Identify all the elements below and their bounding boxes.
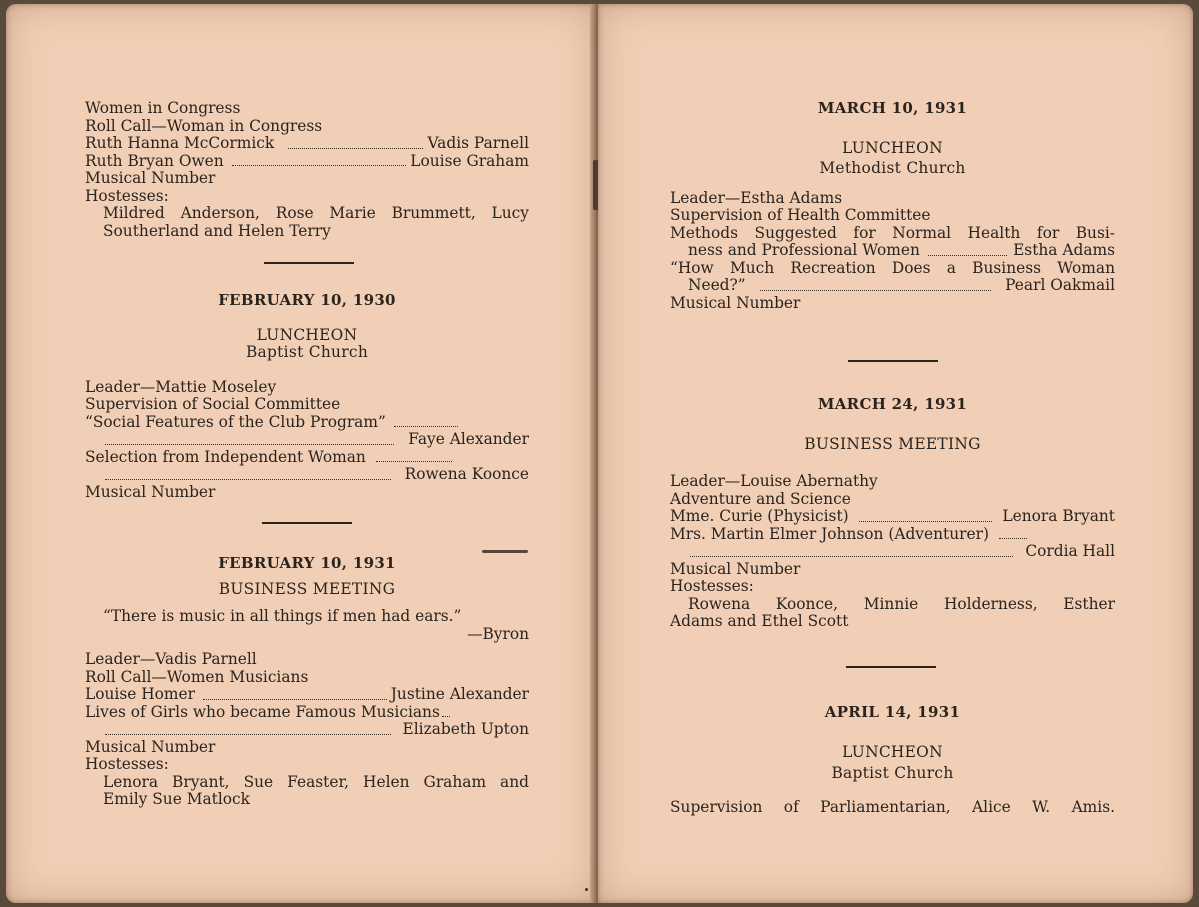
hostesses-label: Hostesses: [670,577,754,595]
topic-line: Methods Suggested for Normal Health for Busi- [670,223,1115,242]
event-type: LUNCHEON [842,742,943,761]
program-line: Need?” Pearl Oakmail [688,276,1115,294]
divider-rule [848,360,938,362]
leader: Leader—Louise Abernathy [670,472,878,490]
program-line: Lives of Girls who became Famous Musicians [85,704,529,722]
dotted-leader [690,543,1013,557]
dotted-leader [232,153,407,167]
roll-call: Roll Call—Woman in Congress [85,116,323,135]
hostesses-names-cont: Adams and Ethel Scott [670,612,849,630]
left-page [6,4,596,903]
event-place: Methodist Church [819,159,966,177]
dotted-leader [376,449,452,463]
event-date: MARCH 24, 1931 [817,395,968,413]
leader: Leader—Estha Adams [670,188,843,207]
program-line: ness and Professional Women Estha Adams [688,241,1115,259]
dotted-leader [928,242,1007,256]
paper-speck [585,888,588,891]
hostesses-names-cont: Emily Sue Matlock [103,790,250,808]
dotted-leader [999,526,1027,540]
event-type: BUSINESS MEETING [804,434,981,453]
dotted-leader [203,686,387,700]
quote: “There is music in all things if men had ears.” [103,607,462,625]
dotted-leader [394,414,458,428]
program-line: Louise Homer Justine Alexander [85,685,529,703]
event-place: Baptist Church [831,764,954,782]
right-page [598,4,1193,903]
event-place: Baptist Church [245,343,369,361]
program-line-cont: Faye Alexander [85,431,529,449]
dotted-leader [288,135,423,149]
event-date: APRIL 14, 1931 [824,703,961,721]
dotted-leader [105,721,391,735]
program-line-cont: Cordia Hall [670,543,1115,561]
musical-number: Musical Number [85,737,216,756]
program-line: “Social Features of the Club Program” [85,414,529,432]
feb-1930-section [85,292,529,501]
program-line-cont: Rowena Koonce [85,466,529,484]
roll-call: Roll Call—Women Musicians [85,667,309,686]
supervision: Supervision of Social Committee [85,395,341,413]
dotted-leader [859,508,993,522]
topic-line: “How Much Recreation Does a Business Woman [670,258,1115,277]
event-date: FEBRUARY 10, 1930 [218,291,396,309]
program-line: Mrs. Martin Elmer Johnson (Adventurer) [670,526,1115,544]
dotted-leader [760,277,991,291]
divider-rule [846,666,936,668]
mar-24-section [670,396,1115,631]
feb-1931-section [85,555,529,809]
divider-rule [264,262,354,264]
hostesses-label: Hostesses: [85,755,169,773]
mar-10-section [670,100,1115,312]
program-line: Selection from Independent Woman [85,449,529,467]
hostesses-names: Mildred Anderson, Rose Marie Brummett, Lucy [103,204,529,222]
apr-14-section [670,704,1115,816]
hostesses-names-cont: Southerland and Helen Terry [103,221,331,240]
musical-number: Musical Number [85,169,216,187]
musical-number: Musical Number [670,559,801,578]
supervision: Supervision of Health Committee [670,206,931,224]
program-line: Mme. Curie (Physicist) Lenora Bryant [670,507,1115,525]
event-type: LUNCHEON [256,325,358,344]
program-line: Ruth Bryan Owen Louise Graham [85,151,529,170]
hostesses-names: Lenora Bryant, Sue Feaster, Helen Graham and [103,772,529,791]
subject: Adventure and Science [670,489,851,508]
musical-number: Musical Number [670,293,801,312]
hostesses-names: Rowena Koonce, Minnie Holderness, Esther [688,594,1115,613]
dotted-leader [442,704,450,718]
quote-author: —Byron [467,624,529,643]
program-title: Women in Congress [85,99,241,117]
program-line-cont: Elizabeth Upton [85,721,529,739]
event-date: FEBRUARY 10, 1931 [218,554,396,572]
hostesses-label: Hostesses: [85,186,169,205]
event-type: BUSINESS MEETING [218,579,396,598]
dotted-leader [105,466,391,480]
program-line: Ruth Hanna McCormick Vadis Parnell [85,134,529,152]
event-date: MARCH 10, 1931 [817,99,968,117]
divider-rule [262,522,352,524]
event-type: LUNCHEON [842,138,943,157]
supervision: Supervision of Parliamentarian, Alice W. Amis. [670,797,1115,816]
leader: Leader—Vadis Parnell [85,650,257,668]
musical-number: Musical Number [85,482,216,501]
leader: Leader—Mattie Moseley [85,377,277,396]
dotted-leader [105,431,394,445]
women-in-congress-section [85,100,529,240]
ink-smudge [482,550,528,553]
